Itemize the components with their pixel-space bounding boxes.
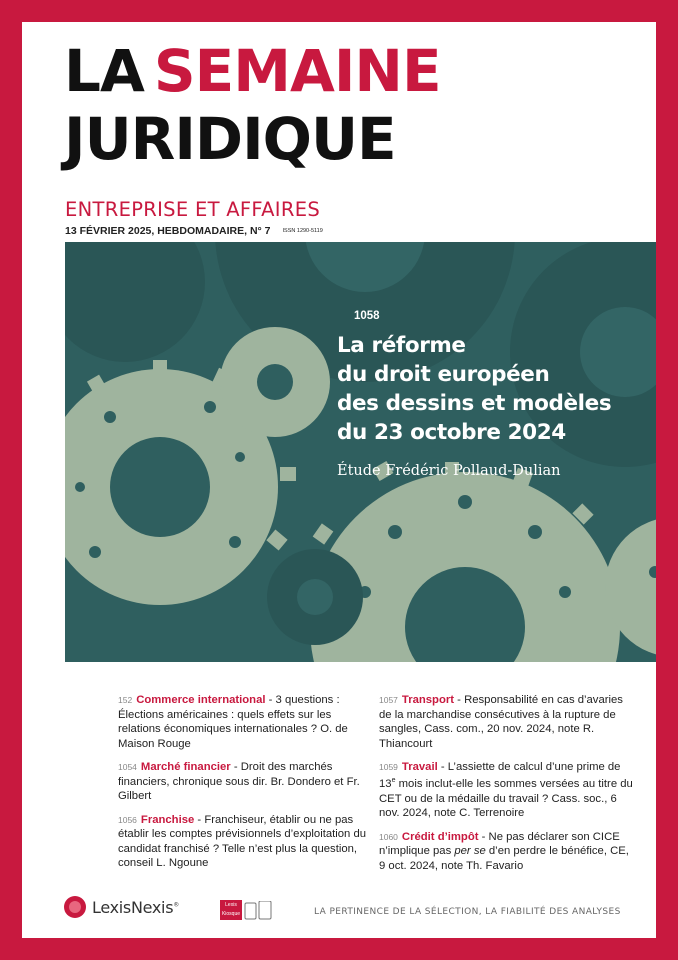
devices-icon [244, 901, 272, 921]
item-text: - Franchiseur, établir ou ne pas établir les comptes prévisionnels d’exploitation du candidat franchisé ? Telle n’est plus la question, conseil L. Ngoune [118, 813, 367, 869]
lexisnexis-mark-icon [64, 896, 86, 918]
issue-line [65, 225, 323, 237]
item-number: 1057 [379, 695, 398, 705]
title-line: des dessins et modèles [337, 391, 612, 416]
summary-item[interactable] [379, 760, 634, 821]
footer-tagline: LA PERTINENCE DE LA SÉLECTION, LA FIABILITÉ DES ANALYSES [314, 907, 621, 917]
item-number: 1059 [379, 762, 398, 772]
masthead-juridique: JURIDIQUE [64, 105, 396, 173]
item-text: - 3 questions : Élections américaines : quels effets sur les relations économiques internationales ? O. de Maison Rouge [118, 694, 348, 750]
kiosque-label: Kiosque [221, 911, 241, 917]
registered-mark: ® [173, 901, 179, 909]
cover-story[interactable] [65, 242, 656, 662]
item-text: - Droit des marchés financiers, chronique sous dir. Br. Dondero et Fr. Gilbert [118, 761, 360, 802]
issue-date: 13 FÉVRIER 2025, HEBDOMADAIRE, N° 7 [65, 225, 271, 237]
article-title[interactable] [337, 331, 656, 447]
item-number: 152 [118, 695, 133, 705]
item-rubric: Transport [401, 694, 455, 706]
gears-illustration [65, 242, 656, 662]
masthead-line-1 [64, 37, 441, 105]
item-emphasis: per se [454, 845, 486, 858]
logo-text: LexisNexis [92, 897, 174, 917]
lexisnexis-logo[interactable] [64, 896, 179, 918]
item-text: - Ne pas déclarer son CICE n’implique pas [379, 830, 620, 858]
summary-item[interactable] [118, 813, 373, 871]
summary-item[interactable] [118, 760, 373, 804]
item-rubric: Marché financier [140, 761, 231, 773]
masthead-semaine: SEMAINE [153, 37, 441, 105]
magazine-cover [22, 22, 656, 938]
title-line: du 23 octobre 2024 [337, 420, 566, 445]
item-rubric: Travail [401, 761, 438, 773]
article-author: Étude Frédéric Pollaud-Dulian [337, 463, 561, 479]
title-line: du droit européen [337, 362, 550, 387]
item-number: 1054 [118, 762, 137, 772]
lexis-kiosque-badge[interactable] [220, 900, 242, 920]
summary-item[interactable] [379, 830, 634, 874]
summary-item[interactable] [379, 693, 634, 751]
item-rubric: Crédit d’impôt [401, 830, 479, 843]
footer [22, 882, 656, 922]
masthead-la: LA [64, 37, 144, 105]
item-text: mois inclut-elle les sommes versées au titre du CET ou de la médaille du travail ? Cass. soc., 6 nov. 2024, note C. Terrenoire [379, 778, 633, 820]
item-number: 1056 [118, 814, 137, 825]
issn: ISSN 1290-5119 [282, 228, 323, 235]
item-text: - L’assiette de calcul d’une prime de 13 [379, 761, 621, 791]
kiosque-label: Lexis [225, 902, 237, 908]
title-line: La réforme [337, 333, 466, 358]
article-number: 1058 [354, 310, 380, 322]
summary-left-column [118, 693, 373, 880]
summary-right-column [379, 693, 634, 882]
superscript: e [391, 777, 396, 785]
item-text: - Responsabilité en cas d’avaries de la marchandise consécutives à la rupture de sangles, Cass. com., 20 nov. 2024, note R. Thiancourt [379, 694, 623, 750]
item-rubric: Franchise [140, 813, 195, 826]
item-rubric: Commerce international [136, 694, 266, 706]
edition-subtitle: ENTREPRISE ET AFFAIRES [65, 198, 320, 221]
item-text: d’en perdre le bénéfice, CE, 9 oct. 2024, note Th. Favario [379, 845, 629, 872]
item-number: 1060 [379, 831, 398, 842]
summary-item[interactable] [118, 693, 373, 751]
